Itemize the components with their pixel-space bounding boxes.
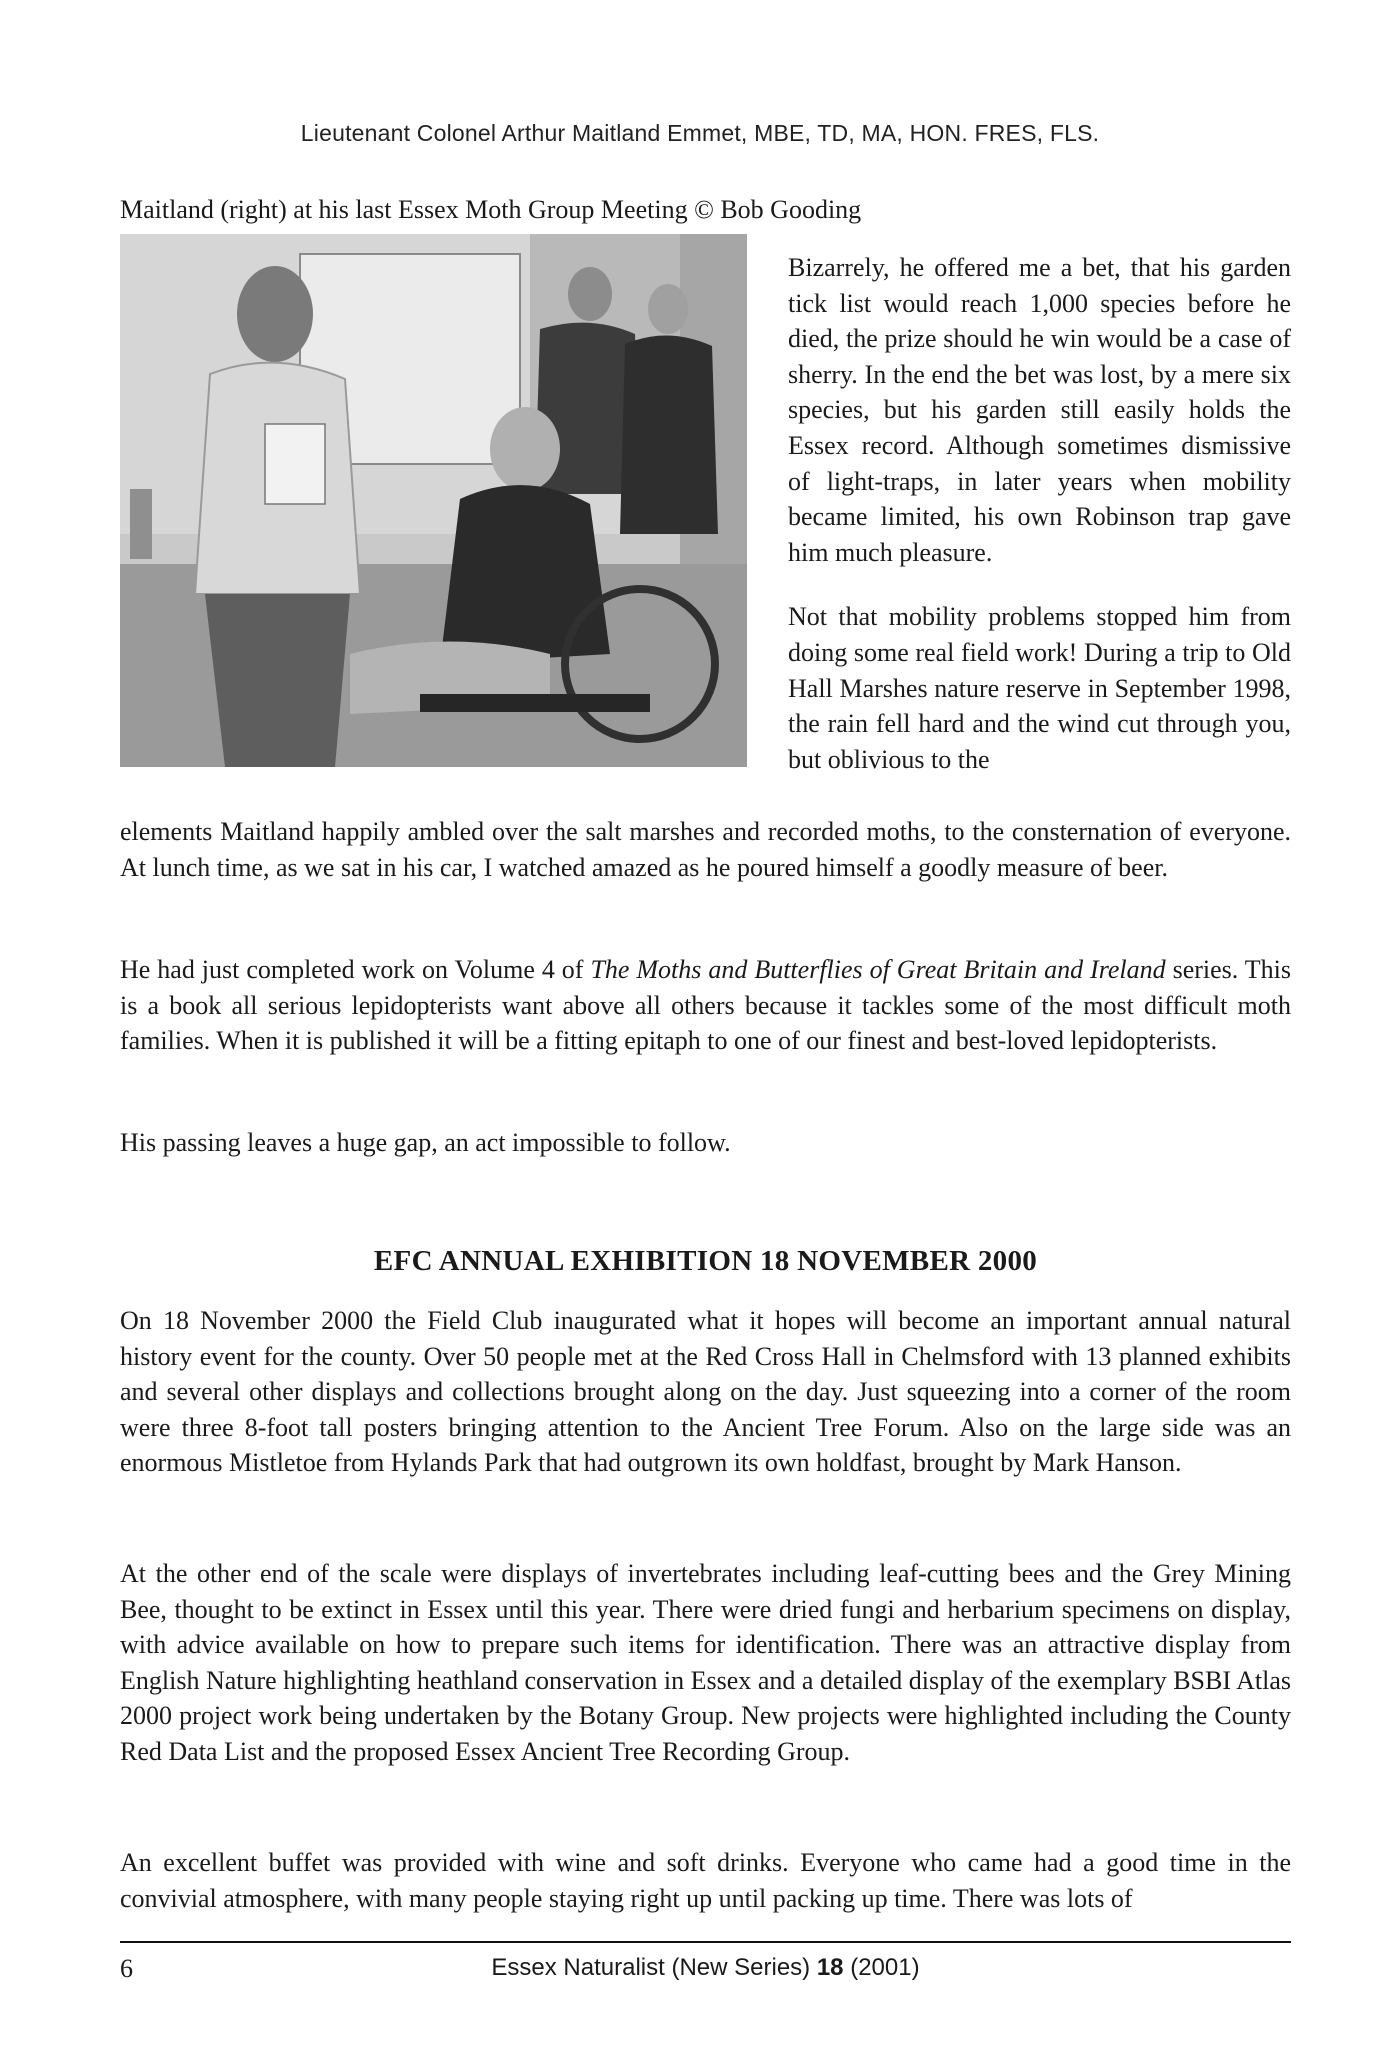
right-column-text <box>788 250 1291 777</box>
paragraph-fieldwork-continued: elements Maitland happily ambled over the salt marshes and recorded moths, to the consternation of everyone. At lunch time, as we sat in his car, I watched amazed as he poured himself a goodly measure of beer. <box>120 817 1291 882</box>
volume-text-after: series. This is a book all serious lepidopterists want above all others because it tackles some of the most difficult moth families. When it is published it will be a fitting epitaph to one of our finest and best-loved lepidopterists. <box>120 955 1292 1056</box>
journal-footer <box>120 1954 1291 1982</box>
paragraph-volume <box>120 952 1291 1059</box>
exhibition-paragraph-1: On 18 November 2000 the Field Club inaugurated what it hopes will become an important annual natural history event for the county. Over 50 people met at the Red Cross Hall in Chelmsford with 13 planned exhibits and several other displays and collections brought along on the day. Just squeezing into a corner of the room were three 8-foot tall posters bringing attention to the Ancient Tree Forum. Also on the large side was an enormous Mistletoe from Hylands Park that had outgrown its own holdfast, brought by Mark Hanson. <box>120 1306 1291 1478</box>
footer-rule <box>120 1941 1291 1943</box>
book-title: The Moths and Butterflies of Great Britain and Ireland <box>590 955 1166 984</box>
journal-volume: 18 <box>816 1954 844 1981</box>
running-head: Lieutenant Colonel Arthur Maitland Emmet, MBE, TD, MA, HON. FRES, FLS. <box>300 120 1100 146</box>
exhibition-paragraph-2: At the other end of the scale were displays of invertebrates including leaf-cutting bees and the Grey Mining Bee, thought to be extinct in Essex until this year. There were dried fungi and herbarium specimens on display, with advice available on how to prepare such items for identification. There was an attractive display from English Nature highlighting heathland conservation in Essex and a detailed display of the exemplary BSBI Atlas 2000 project work being undertaken by the Botany Group. New projects were highlighted including the County Red Data List and the proposed Essex Ancient Tree Recording Group. <box>120 1559 1291 1766</box>
meeting-photo-graphic <box>120 234 747 767</box>
paragraph-passing: His passing leaves a huge gap, an act impossible to follow. <box>120 1128 731 1157</box>
journal-year: (2001) <box>843 1954 920 1981</box>
section-heading: EFC ANNUAL EXHIBITION 18 NOVEMBER 2000 <box>373 1245 1038 1277</box>
journal-name: Essex Naturalist (New Series) <box>491 1954 817 1981</box>
exhibition-paragraph-3: An excellent buffet was provided with wine and soft drinks. Everyone who came had a good time in the convivial atmosphere, with many people staying right up until packing up time. There was lots of <box>120 1848 1291 1913</box>
volume-text-before: He had just completed work on Volume 4 of <box>120 955 591 984</box>
paragraph-bet: Bizarrely, he offered me a bet, that his garden tick list would reach 1,000 species before he died, the prize should he win would be a case of sherry. In the end the bet was lost, by a mere six species, but his garden still easily holds the Essex record. Although sometimes dismissive of light-traps, in later years when mobility became limited, his own Robinson trap gave him much pleasure. <box>788 253 1291 567</box>
page-number: 6 <box>120 1954 133 1983</box>
paragraph-fieldwork-start: Not that mobility problems stopped him from doing some real field work! During a trip to Old Hall Marshes nature reserve in September 1998, the rain fell hard and the wind cut through you, but oblivious to the <box>788 602 1291 774</box>
meeting-photo <box>120 234 747 767</box>
photo-caption: Maitland (right) at his last Essex Moth Group Meeting © Bob Gooding <box>120 195 862 224</box>
